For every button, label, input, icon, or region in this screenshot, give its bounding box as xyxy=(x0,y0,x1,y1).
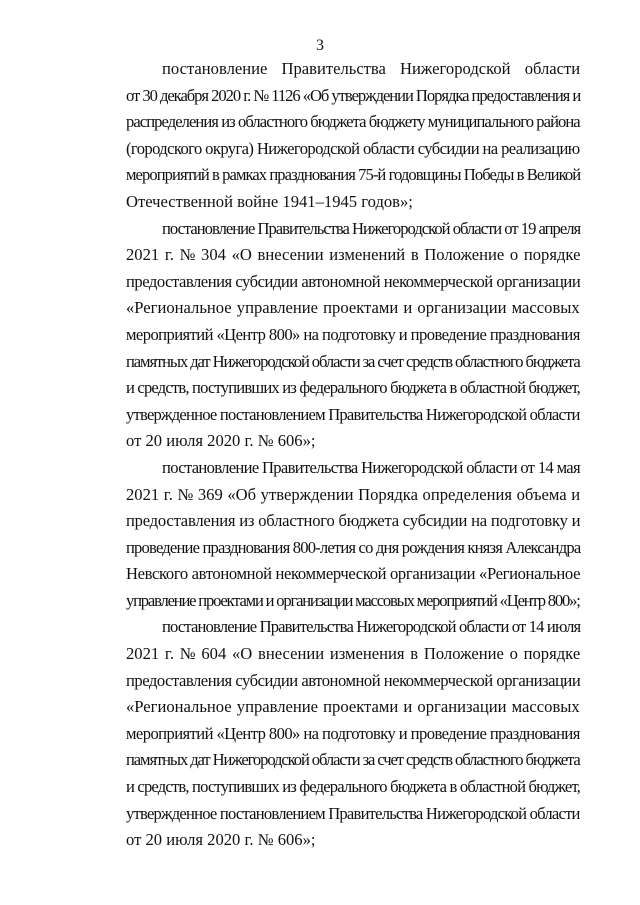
paragraph xyxy=(90,56,580,216)
text-line: утвержденное постановлением Правительства Нижегородской области xyxy=(126,404,580,424)
text-line: и средств, поступивших из федерального бюджета в областной бюджет, xyxy=(126,378,580,398)
paragraph xyxy=(90,614,580,853)
text-line: постановление Правительства Нижегородской области от 14 мая xyxy=(162,457,580,477)
text-line: Невского автономной некоммерческой организации «Региональное xyxy=(126,564,581,584)
text-line: мероприятий «Центр 800» на подготовку и проведение празднования xyxy=(126,723,580,743)
text-line: «Региональное управление проектами и организации массовых xyxy=(126,697,580,717)
text-line: предоставления субсидии автономной некоммерческой организации xyxy=(126,271,581,291)
text-line: 2021 г. № 304 «О внесении изменений в Положение о порядке xyxy=(126,245,581,265)
text-line: от 20 июля 2020 г. № 606»; xyxy=(126,830,316,850)
text-line: 2021 г. № 369 «Об утверждении Порядка определения объема и xyxy=(126,484,581,504)
paragraph xyxy=(90,455,580,615)
text-line: предоставления из областного бюджета субсидии на подготовку и xyxy=(126,511,581,531)
text-line: проведение празднования 800-летия со дня рождения князя Александра xyxy=(126,537,581,557)
text-line: постановление Правительства Нижегородской области от 19 апреля xyxy=(162,218,581,238)
text-line: мероприятий в рамках празднования 75-й годовщины Победы в Великой xyxy=(126,165,581,185)
paragraph xyxy=(90,216,580,455)
text-line: от 20 июля 2020 г. № 606»; xyxy=(126,431,316,451)
page-number: 3 xyxy=(316,37,324,54)
text-line: постановление Правительства Нижегородской области xyxy=(162,59,581,78)
text-line: памятных дат Нижегородской области за счет средств областного бюджета xyxy=(126,351,580,371)
text-line: мероприятий «Центр 800» на подготовку и проведение празднования xyxy=(126,324,580,344)
text-line: «Региональное управление проектами и организации массовых xyxy=(126,298,580,318)
text-line: от 30 декабря 2020 г. № 1126 «Об утверждении Порядка предоставления и xyxy=(126,85,581,105)
text-line: распределения из областного бюджета бюджету муниципального района xyxy=(126,112,580,132)
text-line: постановление Правительства Нижегородской области от 14 июля xyxy=(162,617,581,637)
document-body xyxy=(90,56,580,854)
text-line: (городского округа) Нижегородской области субсидии на реализацию xyxy=(126,138,580,158)
text-line: Отечественной войне 1941–1945 годов»; xyxy=(126,191,413,211)
text-line: памятных дат Нижегородской области за счет средств областного бюджета xyxy=(126,750,580,770)
text-line: утвержденное постановлением Правительства Нижегородской области xyxy=(126,803,580,823)
text-line: управление проектами и организации массовых мероприятий «Центр 800»; xyxy=(126,590,580,610)
text-line: и средств, поступивших из федерального бюджета в областной бюджет, xyxy=(126,777,580,797)
text-line: предоставления субсидии автономной некоммерческой организации xyxy=(126,670,581,690)
text-line: 2021 г. № 604 «О внесении изменения в Положение о порядке xyxy=(126,644,581,664)
